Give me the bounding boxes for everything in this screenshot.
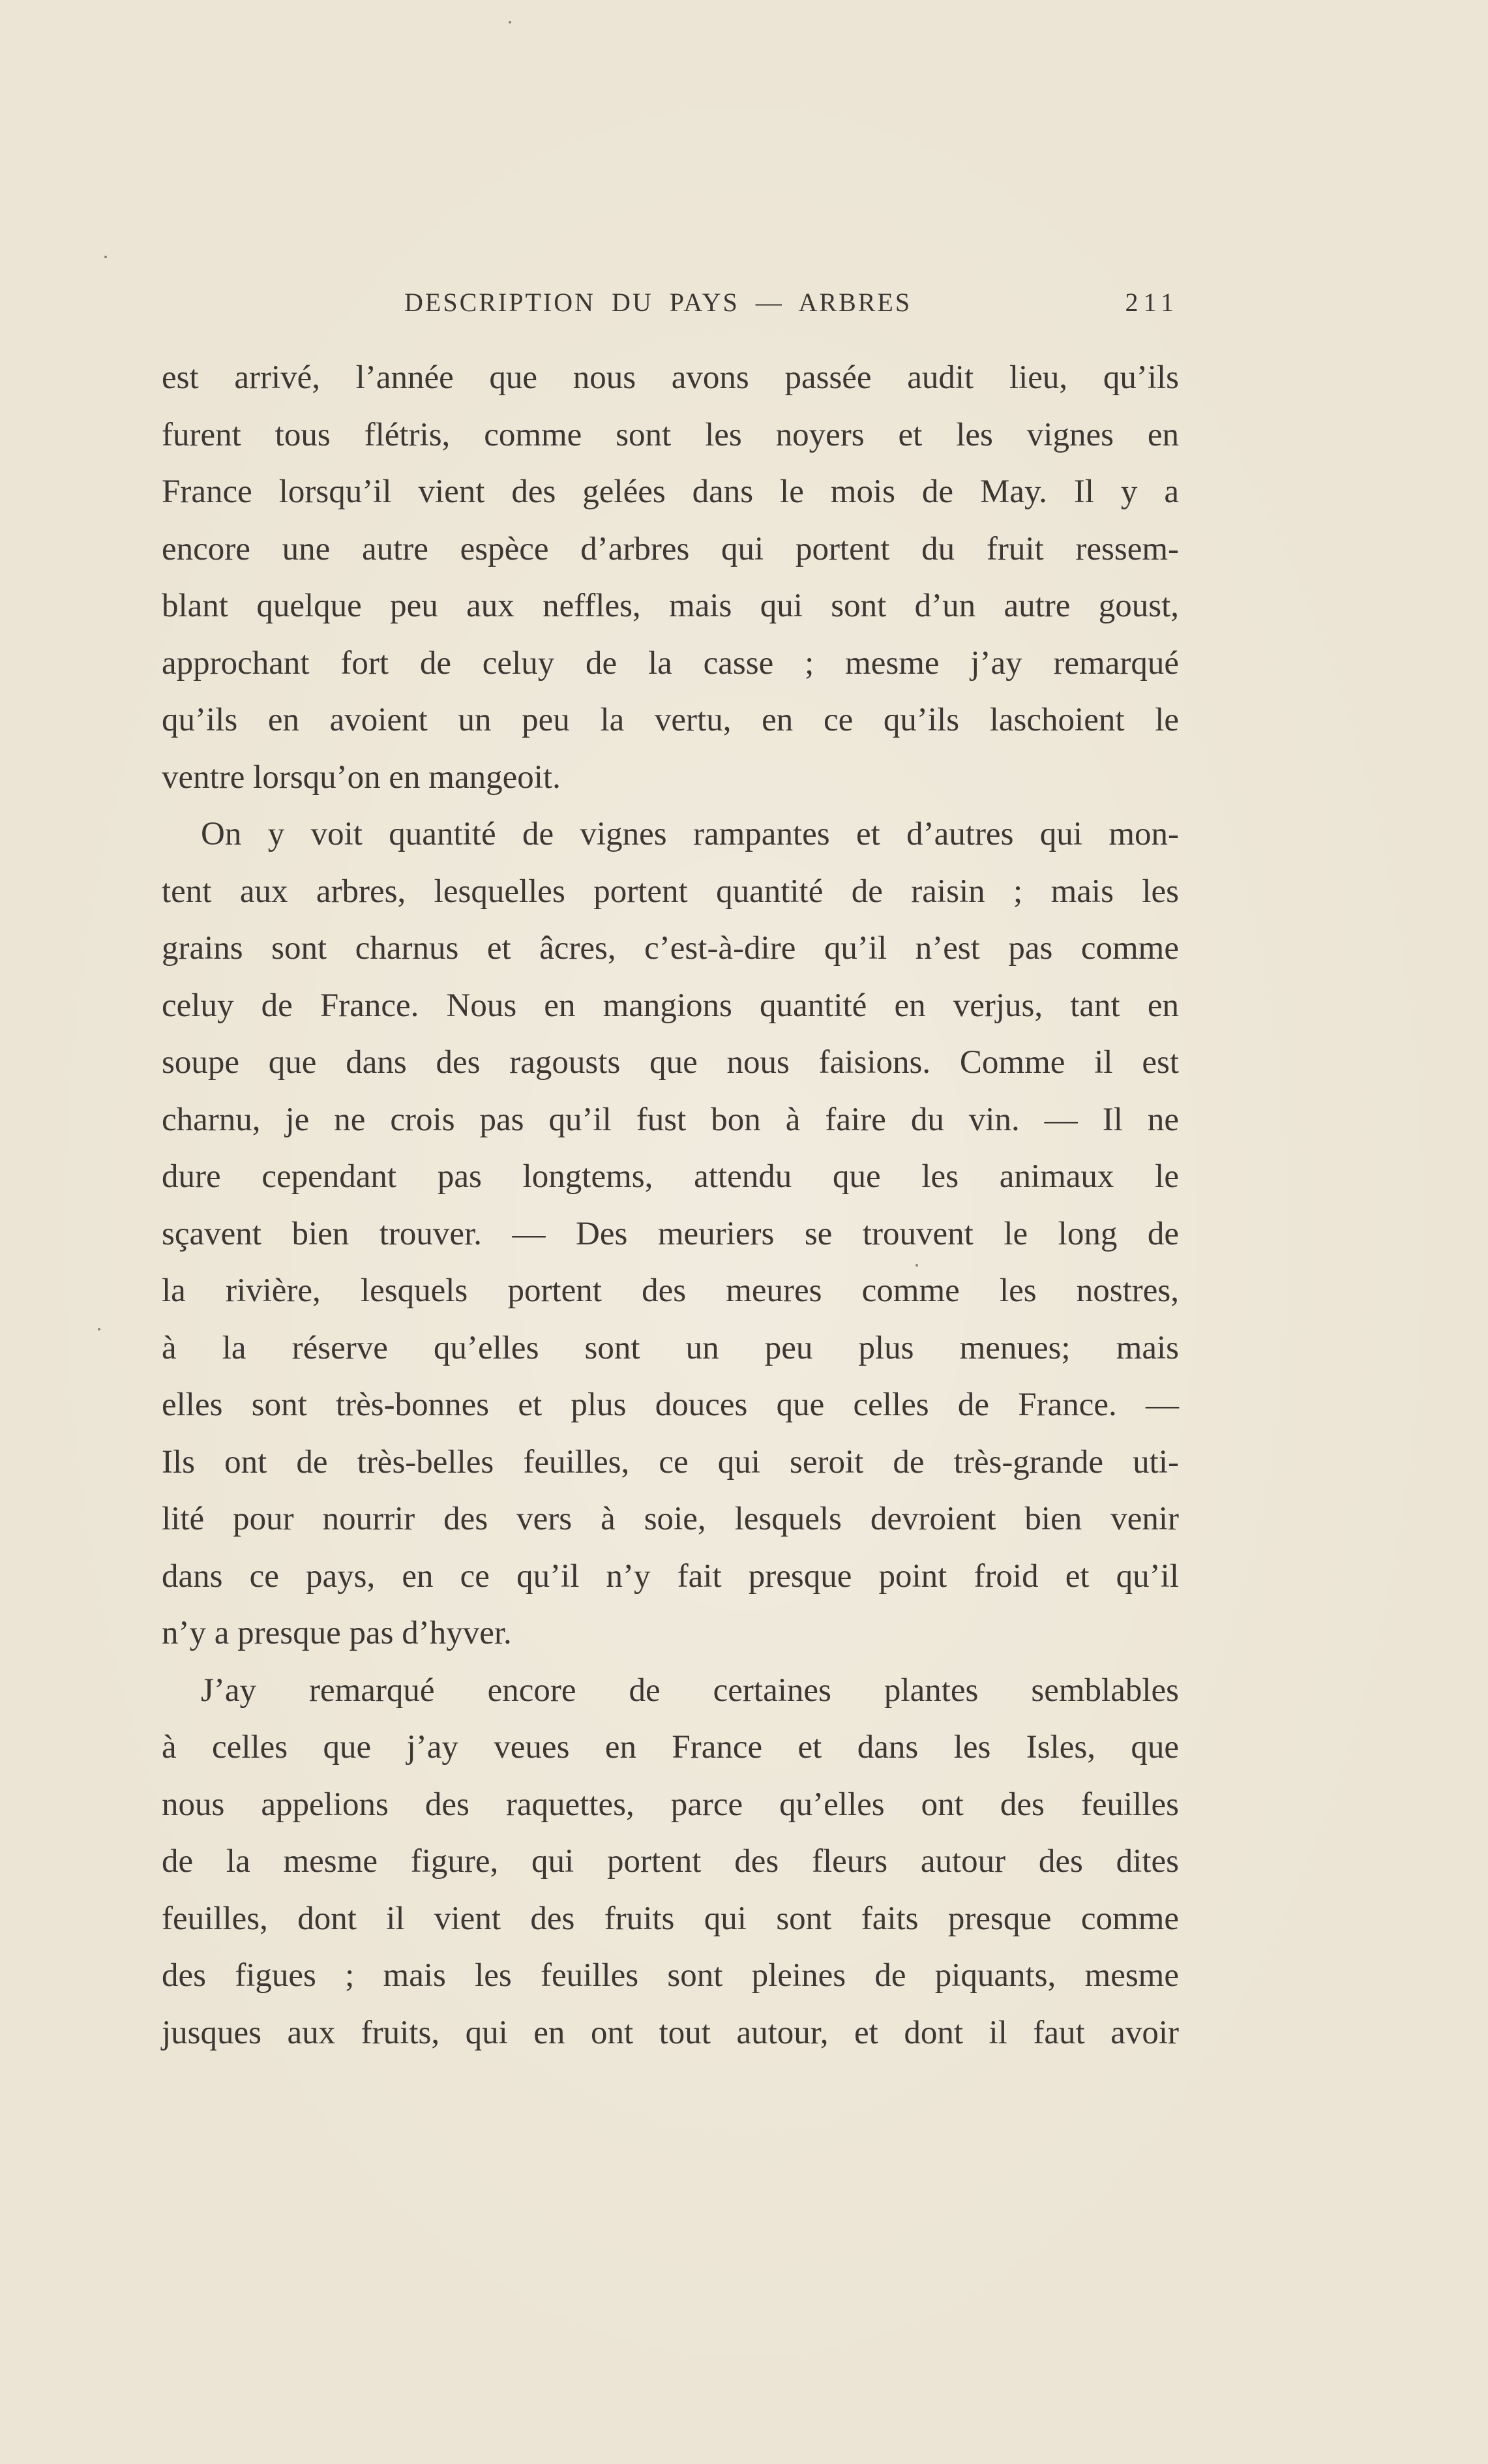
paragraph xyxy=(162,806,1179,1662)
text-line: celuy de France. Nous en mangions quantité en verjus, tant en xyxy=(162,987,1179,1024)
paragraph xyxy=(162,1662,1179,2062)
text-line: grains sont charnus et âcres, c’est-à-dire qu’il n’est pas comme xyxy=(162,930,1179,967)
text-line: France lorsqu’il vient des gelées dans le mois de May. Il y a xyxy=(162,473,1179,510)
text-line: approchant fort de celuy de la casse ; mesme j’ay remarqué xyxy=(162,644,1179,682)
running-head xyxy=(162,282,1179,327)
text-line: sçavent bien trouver. — Des meuriers se trouvent le long de xyxy=(162,1215,1179,1252)
page-number: 211 xyxy=(1125,288,1179,317)
text-line: de la mesme figure, qui portent des fleurs autour des dites xyxy=(162,1843,1179,1880)
text-line: blant quelque peu aux neffles, mais qui sont d’un autre goust, xyxy=(162,588,1179,624)
paper-speck xyxy=(104,256,107,258)
text-line: n’y a presque pas d’hyver. xyxy=(162,1615,512,1651)
text-line: soupe que dans des ragousts que nous faisions. Comme il est xyxy=(162,1044,1179,1081)
running-title: DESCRIPTION DU PAYS — ARBRES xyxy=(404,288,912,317)
text-line: à la réserve qu’elles sont un peu plus menues; mais xyxy=(162,1329,1179,1366)
text-line: est arrivé, l’année que nous avons passée audit lieu, qu’ils xyxy=(162,359,1179,396)
text-line: qu’ils en avoient un peu la vertu, en ce qu’ils laschoient le xyxy=(162,702,1179,738)
text-line: dure cependant pas longtems, attendu que les animaux le xyxy=(162,1158,1179,1195)
paper-speck xyxy=(915,1264,918,1267)
text-line: à celles que j’ay veues en France et dans les Isles, que xyxy=(162,1729,1179,1765)
text-line: des figues ; mais les feuilles sont pleines de piquants, mesme xyxy=(162,1957,1179,1994)
text-line: elles sont très-bonnes et plus douces que celles de France. — xyxy=(162,1387,1179,1423)
paper-speck xyxy=(509,21,511,23)
text-line: On y voit quantité de vignes rampantes et d’autres qui mon- xyxy=(201,816,1179,852)
text-line: charnu, je ne crois pas qu’il fust bon à faire du vin. — Il ne xyxy=(162,1101,1179,1138)
text-line: Ils ont de très-belles feuilles, ce qui seroit de très-grande uti- xyxy=(162,1443,1179,1480)
text-line: la rivière, lesquels portent des meures comme les nostres, xyxy=(162,1272,1179,1309)
text-line: furent tous flétris, comme sont les noyers et les vignes en xyxy=(162,416,1179,453)
text-line: J’ay remarqué encore de certaines plantes semblables xyxy=(201,1672,1179,1709)
text-line: nous appelions des raquettes, parce qu’elles ont des feuilles xyxy=(162,1786,1179,1823)
text-line: ventre lorsqu’on en mangeoit. xyxy=(162,759,561,796)
text-line: feuilles, dont il vient des fruits qui sont faits presque comme xyxy=(162,1900,1179,1937)
body-text xyxy=(162,350,1179,2062)
text-line: lité pour nourrir des vers à soie, lesquels devroient bien venir xyxy=(162,1501,1179,1537)
paper-speck xyxy=(98,1328,100,1330)
text-line: jusques aux fruits, qui en ont tout autour, et dont il faut avoir xyxy=(162,2014,1179,2051)
paragraph xyxy=(162,350,1179,806)
text-line: tent aux arbres, lesquelles portent quantité de raisin ; mais les xyxy=(162,873,1179,910)
text-line: encore une autre espèce d’arbres qui portent du fruit ressem- xyxy=(162,530,1179,567)
text-line: dans ce pays, en ce qu’il n’y fait presque point froid et qu’il xyxy=(162,1557,1179,1595)
